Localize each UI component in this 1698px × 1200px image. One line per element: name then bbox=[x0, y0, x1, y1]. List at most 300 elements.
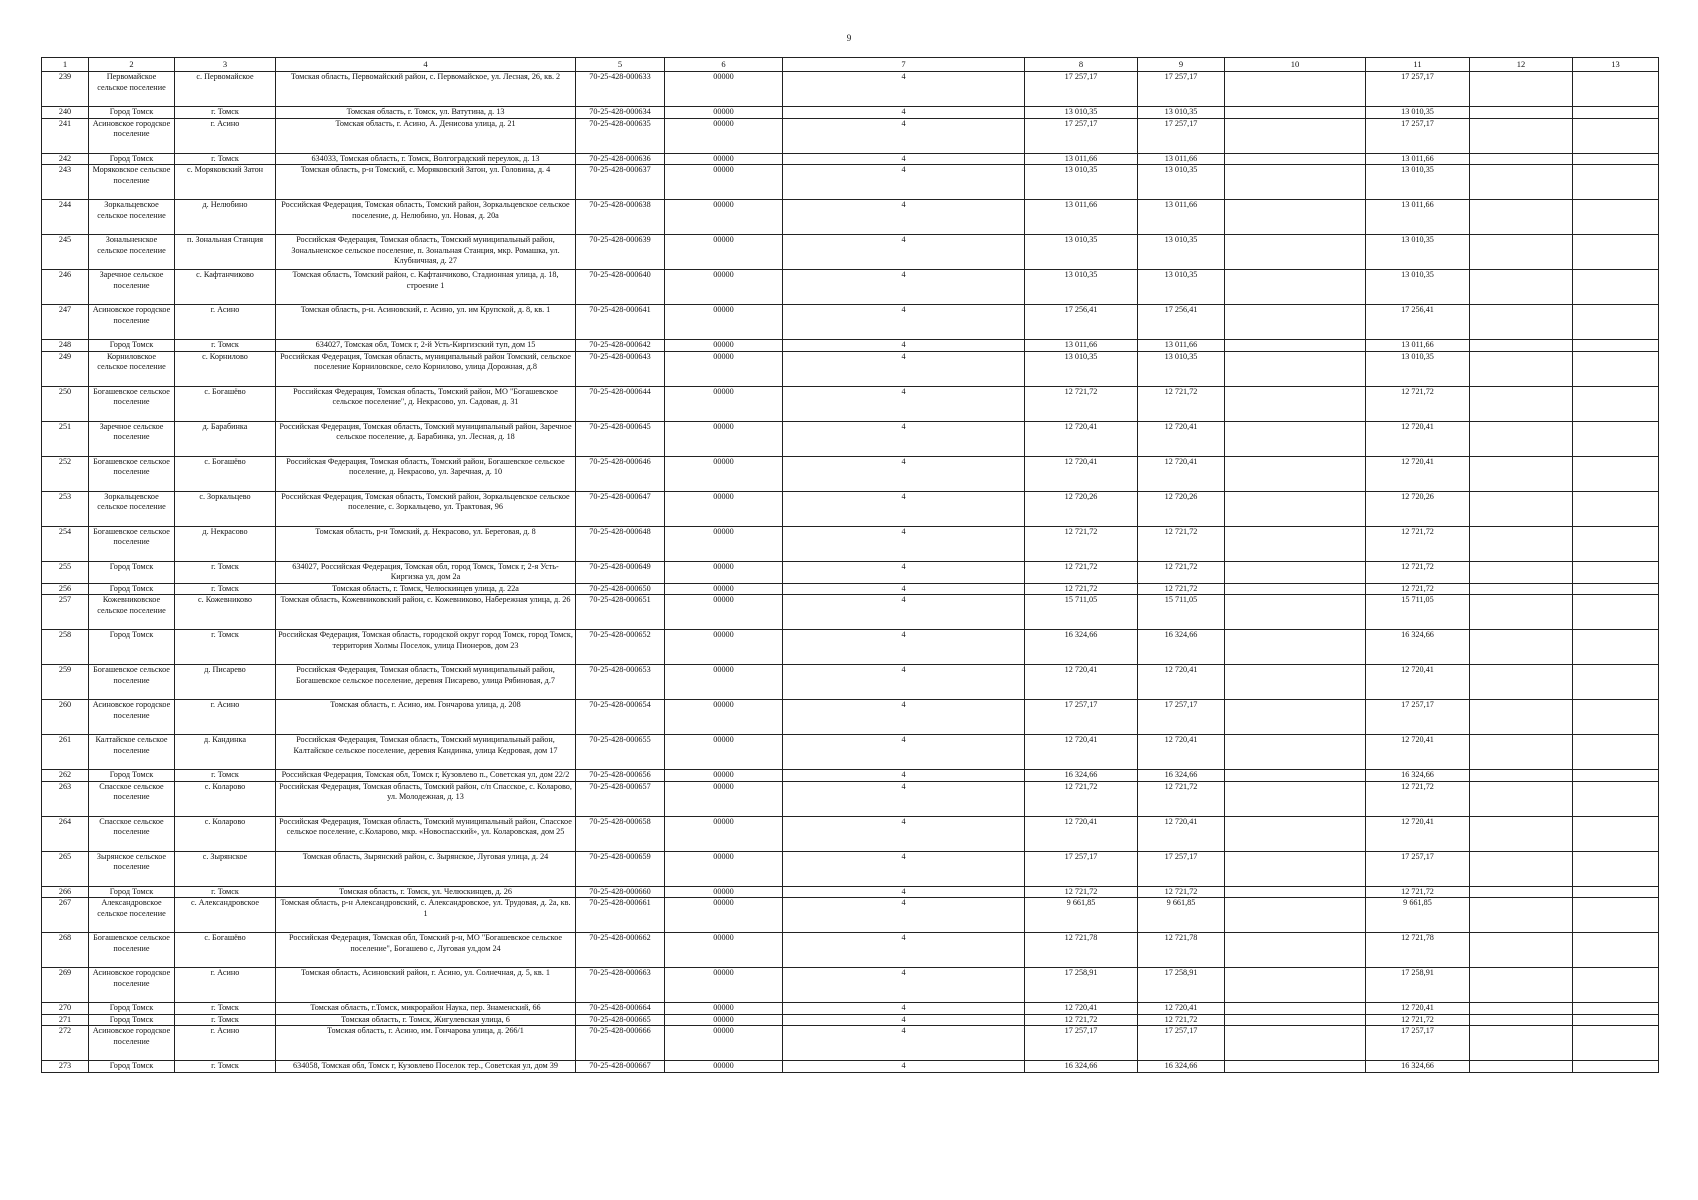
locality: с. Коларово bbox=[175, 816, 276, 851]
locality: г. Томск bbox=[175, 107, 276, 119]
amount-col9: 17 257,17 bbox=[1138, 700, 1225, 735]
settlement-name: Асиновское городское поселение bbox=[89, 305, 175, 340]
amount-col9: 13 010,35 bbox=[1138, 351, 1225, 386]
settlement-name: Асиновское городское поселение bbox=[89, 700, 175, 735]
locality: д. Некрасово bbox=[175, 526, 276, 561]
amount-col8: 12 721,72 bbox=[1025, 1014, 1138, 1026]
value-col7: 4 bbox=[783, 72, 1025, 107]
col10 bbox=[1225, 351, 1366, 386]
row-number: 253 bbox=[42, 491, 89, 526]
value-col7: 4 bbox=[783, 770, 1025, 782]
table-body bbox=[42, 72, 1659, 1073]
amount-col9: 12 721,72 bbox=[1138, 583, 1225, 595]
col10 bbox=[1225, 491, 1366, 526]
amount-col11: 12 720,41 bbox=[1366, 665, 1470, 700]
address: Российская Федерация, Томская область, Томский район, МО "Богашевское сельское поселение", д. Некрасово, ул. Садовая, д. 31 bbox=[276, 386, 576, 421]
code-col6: 00000 bbox=[665, 526, 783, 561]
row-number: 258 bbox=[42, 630, 89, 665]
column-header: 3 bbox=[175, 58, 276, 72]
locality: г. Томск bbox=[175, 1061, 276, 1073]
locality: д. Писарево bbox=[175, 665, 276, 700]
amount-col11: 17 258,91 bbox=[1366, 968, 1470, 1003]
col13 bbox=[1573, 886, 1659, 898]
address: Томская область, р-н. Асиновский, г. Асино, ул. им Крупской, д. 8, кв. 1 bbox=[276, 305, 576, 340]
locality: с. Корнилово bbox=[175, 351, 276, 386]
amount-col11: 12 720,26 bbox=[1366, 491, 1470, 526]
col13 bbox=[1573, 421, 1659, 456]
col10 bbox=[1225, 421, 1366, 456]
registry-code: 70-25-428-000648 bbox=[576, 526, 665, 561]
address: Российская Федерация, Томская область, Томский район, Богашевское сельское поселение, д. Некрасово, ул. Заречная, д. 10 bbox=[276, 456, 576, 491]
table-row bbox=[42, 1003, 1659, 1015]
code-col6: 00000 bbox=[665, 933, 783, 968]
locality: г. Томск bbox=[175, 1014, 276, 1026]
value-col7: 4 bbox=[783, 735, 1025, 770]
amount-col9: 17 256,41 bbox=[1138, 305, 1225, 340]
address: Российская Федерация, Томская область, Томский муниципальный район, Богашевское сельское поселение, деревня Писарево, улица Рябиновая, д.7 bbox=[276, 665, 576, 700]
row-number: 245 bbox=[42, 235, 89, 270]
settlement-name: Богашевское сельское поселение bbox=[89, 456, 175, 491]
column-header: 12 bbox=[1470, 58, 1573, 72]
address: Томская область, г. Томск, ул. Челюскинцев, д. 26 bbox=[276, 886, 576, 898]
address: Томская область, г. Асино, им. Гончарова улица, д. 266/1 bbox=[276, 1026, 576, 1061]
settlement-name: Город Томск bbox=[89, 1014, 175, 1026]
col12 bbox=[1470, 968, 1573, 1003]
col12 bbox=[1470, 886, 1573, 898]
amount-col11: 13 010,35 bbox=[1366, 165, 1470, 200]
registry-code: 70-25-428-000644 bbox=[576, 386, 665, 421]
col12 bbox=[1470, 816, 1573, 851]
amount-col8: 17 257,17 bbox=[1025, 700, 1138, 735]
table-row bbox=[42, 351, 1659, 386]
amount-col9: 13 010,35 bbox=[1138, 165, 1225, 200]
col13 bbox=[1573, 491, 1659, 526]
col12 bbox=[1470, 491, 1573, 526]
registry-code: 70-25-428-000659 bbox=[576, 851, 665, 886]
amount-col8: 17 257,17 bbox=[1025, 1026, 1138, 1061]
registry-code: 70-25-428-000646 bbox=[576, 456, 665, 491]
amount-col8: 9 661,85 bbox=[1025, 898, 1138, 933]
col10 bbox=[1225, 933, 1366, 968]
code-col6: 00000 bbox=[665, 118, 783, 153]
table-row bbox=[42, 851, 1659, 886]
amount-col11: 16 324,66 bbox=[1366, 630, 1470, 665]
value-col7: 4 bbox=[783, 200, 1025, 235]
code-col6: 00000 bbox=[665, 770, 783, 782]
amount-col8: 15 711,05 bbox=[1025, 595, 1138, 630]
row-number: 272 bbox=[42, 1026, 89, 1061]
locality: г. Асино bbox=[175, 968, 276, 1003]
amount-col9: 17 257,17 bbox=[1138, 1026, 1225, 1061]
col13 bbox=[1573, 1061, 1659, 1073]
row-number: 273 bbox=[42, 1061, 89, 1073]
locality: п. Зональная Станция bbox=[175, 235, 276, 270]
col10 bbox=[1225, 968, 1366, 1003]
value-col7: 4 bbox=[783, 816, 1025, 851]
col12 bbox=[1470, 1014, 1573, 1026]
address: Российская Федерация, Томская область, муниципальный район Томский, сельское поселение Корниловское, село Корнилово, улица Дорожная, д.8 bbox=[276, 351, 576, 386]
amount-col9: 13 011,66 bbox=[1138, 200, 1225, 235]
col12 bbox=[1470, 1026, 1573, 1061]
settlement-name: Город Томск bbox=[89, 583, 175, 595]
value-col7: 4 bbox=[783, 118, 1025, 153]
address: Томская область, Томский район, с. Кафтанчиково, Стадионная улица, д. 18, строение 1 bbox=[276, 270, 576, 305]
settlement-name: Асиновское городское поселение bbox=[89, 968, 175, 1003]
col12 bbox=[1470, 386, 1573, 421]
registry-code: 70-25-428-000653 bbox=[576, 665, 665, 700]
amount-col11: 13 010,35 bbox=[1366, 270, 1470, 305]
row-number: 265 bbox=[42, 851, 89, 886]
amount-col9: 17 257,17 bbox=[1138, 118, 1225, 153]
amount-col9: 12 721,72 bbox=[1138, 526, 1225, 561]
col10 bbox=[1225, 270, 1366, 305]
col12 bbox=[1470, 421, 1573, 456]
registry-code: 70-25-428-000642 bbox=[576, 340, 665, 352]
amount-col11: 9 661,85 bbox=[1366, 898, 1470, 933]
code-col6: 00000 bbox=[665, 1026, 783, 1061]
col12 bbox=[1470, 735, 1573, 770]
code-col6: 00000 bbox=[665, 968, 783, 1003]
col13 bbox=[1573, 735, 1659, 770]
code-col6: 00000 bbox=[665, 153, 783, 165]
amount-col11: 13 010,35 bbox=[1366, 351, 1470, 386]
locality: г. Томск bbox=[175, 583, 276, 595]
address: Томская область, г. Томск, Челюскинцев улица, д. 22а bbox=[276, 583, 576, 595]
settlement-name: Город Томск bbox=[89, 561, 175, 583]
column-header: 6 bbox=[665, 58, 783, 72]
col10 bbox=[1225, 305, 1366, 340]
amount-col11: 12 720,41 bbox=[1366, 735, 1470, 770]
code-col6: 00000 bbox=[665, 665, 783, 700]
row-number: 247 bbox=[42, 305, 89, 340]
col12 bbox=[1470, 305, 1573, 340]
address: Российская Федерация, Томская область, Томский район, Зоркальцевское сельское поселение, с. Зоркальцево, ул. Трактовая, 96 bbox=[276, 491, 576, 526]
value-col7: 4 bbox=[783, 526, 1025, 561]
row-number: 254 bbox=[42, 526, 89, 561]
table-row bbox=[42, 107, 1659, 119]
address: Томская область, Зырянский район, с. Зырянское, Луговая улица, д. 24 bbox=[276, 851, 576, 886]
code-col6: 00000 bbox=[665, 72, 783, 107]
amount-col11: 17 257,17 bbox=[1366, 1026, 1470, 1061]
table-row bbox=[42, 235, 1659, 270]
registry-code: 70-25-428-000664 bbox=[576, 1003, 665, 1015]
value-col7: 4 bbox=[783, 270, 1025, 305]
table-row bbox=[42, 421, 1659, 456]
value-col7: 4 bbox=[783, 386, 1025, 421]
row-number: 268 bbox=[42, 933, 89, 968]
col13 bbox=[1573, 386, 1659, 421]
col13 bbox=[1573, 526, 1659, 561]
amount-col8: 13 011,66 bbox=[1025, 153, 1138, 165]
amount-col9: 12 721,72 bbox=[1138, 386, 1225, 421]
address: Томская область, г. Томск, Жигулевская улица, 6 bbox=[276, 1014, 576, 1026]
registry-code: 70-25-428-000652 bbox=[576, 630, 665, 665]
col12 bbox=[1470, 700, 1573, 735]
amount-col8: 13 010,35 bbox=[1025, 235, 1138, 270]
column-header: 10 bbox=[1225, 58, 1366, 72]
amount-col8: 13 011,66 bbox=[1025, 200, 1138, 235]
col13 bbox=[1573, 816, 1659, 851]
amount-col9: 12 721,72 bbox=[1138, 781, 1225, 816]
value-col7: 4 bbox=[783, 665, 1025, 700]
code-col6: 00000 bbox=[665, 270, 783, 305]
settlement-name: Зоркальцевское сельское поселение bbox=[89, 200, 175, 235]
amount-col11: 12 721,72 bbox=[1366, 886, 1470, 898]
col13 bbox=[1573, 107, 1659, 119]
row-number: 251 bbox=[42, 421, 89, 456]
registry-code: 70-25-428-000634 bbox=[576, 107, 665, 119]
amount-col8: 13 010,35 bbox=[1025, 107, 1138, 119]
page-number: 9 bbox=[846, 33, 852, 43]
locality: с. Первомайское bbox=[175, 72, 276, 107]
code-col6: 00000 bbox=[665, 781, 783, 816]
amount-col9: 16 324,66 bbox=[1138, 770, 1225, 782]
col13 bbox=[1573, 200, 1659, 235]
address: 634058, Томская обл, Томск г, Кузовлево Поселок тер., Советская ул, дом 39 bbox=[276, 1061, 576, 1073]
table-row bbox=[42, 933, 1659, 968]
col13 bbox=[1573, 305, 1659, 340]
value-col7: 4 bbox=[783, 351, 1025, 386]
code-col6: 00000 bbox=[665, 491, 783, 526]
code-col6: 00000 bbox=[665, 421, 783, 456]
settlement-name: Богашевское сельское поселение bbox=[89, 665, 175, 700]
locality: с. Моряковский Затон bbox=[175, 165, 276, 200]
value-col7: 4 bbox=[783, 630, 1025, 665]
registry-code: 70-25-428-000655 bbox=[576, 735, 665, 770]
amount-col11: 13 011,66 bbox=[1366, 153, 1470, 165]
col13 bbox=[1573, 595, 1659, 630]
col12 bbox=[1470, 72, 1573, 107]
col13 bbox=[1573, 1003, 1659, 1015]
col12 bbox=[1470, 165, 1573, 200]
settlement-name: Город Томск bbox=[89, 630, 175, 665]
table-row bbox=[42, 665, 1659, 700]
row-number: 240 bbox=[42, 107, 89, 119]
address: 634027, Томская обл, Томск г, 2-й Усть-Киргизский туп, дом 15 bbox=[276, 340, 576, 352]
col10 bbox=[1225, 1061, 1366, 1073]
registry-code: 70-25-428-000662 bbox=[576, 933, 665, 968]
settlement-name: Корниловское сельское поселение bbox=[89, 351, 175, 386]
col10 bbox=[1225, 386, 1366, 421]
settlement-name: Богашевское сельское поселение bbox=[89, 933, 175, 968]
col10 bbox=[1225, 1014, 1366, 1026]
header-row bbox=[42, 58, 1659, 72]
col10 bbox=[1225, 851, 1366, 886]
amount-col8: 12 720,41 bbox=[1025, 1003, 1138, 1015]
amount-col11: 13 011,66 bbox=[1366, 340, 1470, 352]
col12 bbox=[1470, 351, 1573, 386]
amount-col9: 13 010,35 bbox=[1138, 235, 1225, 270]
col12 bbox=[1470, 107, 1573, 119]
amount-col11: 12 721,72 bbox=[1366, 561, 1470, 583]
registry-code: 70-25-428-000651 bbox=[576, 595, 665, 630]
registry-code: 70-25-428-000660 bbox=[576, 886, 665, 898]
value-col7: 4 bbox=[783, 933, 1025, 968]
code-col6: 00000 bbox=[665, 630, 783, 665]
amount-col11: 12 721,72 bbox=[1366, 781, 1470, 816]
amount-col11: 12 721,72 bbox=[1366, 386, 1470, 421]
col12 bbox=[1470, 1003, 1573, 1015]
col10 bbox=[1225, 153, 1366, 165]
column-header: 1 bbox=[42, 58, 89, 72]
registry-code: 70-25-428-000637 bbox=[576, 165, 665, 200]
amount-col11: 12 721,72 bbox=[1366, 583, 1470, 595]
settlement-name: Город Томск bbox=[89, 340, 175, 352]
registry-code: 70-25-428-000638 bbox=[576, 200, 665, 235]
settlement-name: Зональненское сельское поселение bbox=[89, 235, 175, 270]
row-number: 261 bbox=[42, 735, 89, 770]
amount-col11: 12 721,72 bbox=[1366, 526, 1470, 561]
amount-col11: 12 720,41 bbox=[1366, 1003, 1470, 1015]
registry-code: 70-25-428-000649 bbox=[576, 561, 665, 583]
column-header: 7 bbox=[783, 58, 1025, 72]
address: Российская Федерация, Томская область, Томский район, Зоркальцевское сельское поселение, д. Нелюбино, ул. Новая, д. 20а bbox=[276, 200, 576, 235]
col10 bbox=[1225, 107, 1366, 119]
settlement-name: Асиновское городское поселение bbox=[89, 1026, 175, 1061]
amount-col9: 12 721,78 bbox=[1138, 933, 1225, 968]
row-number: 263 bbox=[42, 781, 89, 816]
address: Томская область, г. Томск, ул. Ватутина, д. 13 bbox=[276, 107, 576, 119]
row-number: 248 bbox=[42, 340, 89, 352]
amount-col9: 16 324,66 bbox=[1138, 1061, 1225, 1073]
locality: г. Томск bbox=[175, 886, 276, 898]
table-row bbox=[42, 153, 1659, 165]
settlement-name: Первомайское сельское поселение bbox=[89, 72, 175, 107]
value-col7: 4 bbox=[783, 781, 1025, 816]
col13 bbox=[1573, 456, 1659, 491]
table-row bbox=[42, 72, 1659, 107]
settlement-name: Заречное сельское поселение bbox=[89, 270, 175, 305]
row-number: 257 bbox=[42, 595, 89, 630]
registry-code: 70-25-428-000658 bbox=[576, 816, 665, 851]
table-row bbox=[42, 583, 1659, 595]
col13 bbox=[1573, 118, 1659, 153]
locality: г. Асино bbox=[175, 305, 276, 340]
code-col6: 00000 bbox=[665, 351, 783, 386]
amount-col11: 15 711,05 bbox=[1366, 595, 1470, 630]
amount-col8: 12 720,41 bbox=[1025, 665, 1138, 700]
row-number: 259 bbox=[42, 665, 89, 700]
col10 bbox=[1225, 118, 1366, 153]
value-col7: 4 bbox=[783, 456, 1025, 491]
row-number: 262 bbox=[42, 770, 89, 782]
registry-code: 70-25-428-000666 bbox=[576, 1026, 665, 1061]
table-row bbox=[42, 165, 1659, 200]
row-number: 264 bbox=[42, 816, 89, 851]
locality: г. Асино bbox=[175, 1026, 276, 1061]
col10 bbox=[1225, 781, 1366, 816]
amount-col11: 12 720,41 bbox=[1366, 421, 1470, 456]
value-col7: 4 bbox=[783, 898, 1025, 933]
col13 bbox=[1573, 351, 1659, 386]
registry-code: 70-25-428-000654 bbox=[576, 700, 665, 735]
value-col7: 4 bbox=[783, 851, 1025, 886]
settlement-name: Город Томск bbox=[89, 107, 175, 119]
amount-col11: 17 257,17 bbox=[1366, 72, 1470, 107]
registry-code: 70-25-428-000636 bbox=[576, 153, 665, 165]
col13 bbox=[1573, 72, 1659, 107]
settlement-name: Богашевское сельское поселение bbox=[89, 386, 175, 421]
registry-code: 70-25-428-000663 bbox=[576, 968, 665, 1003]
row-number: 266 bbox=[42, 886, 89, 898]
amount-col8: 12 720,41 bbox=[1025, 735, 1138, 770]
registry-code: 70-25-428-000657 bbox=[576, 781, 665, 816]
amount-col9: 12 721,72 bbox=[1138, 1014, 1225, 1026]
value-col7: 4 bbox=[783, 595, 1025, 630]
value-col7: 4 bbox=[783, 153, 1025, 165]
locality: с. Богашёво bbox=[175, 933, 276, 968]
amount-col9: 12 720,26 bbox=[1138, 491, 1225, 526]
amount-col11: 13 010,35 bbox=[1366, 235, 1470, 270]
table-row bbox=[42, 118, 1659, 153]
amount-col8: 13 011,66 bbox=[1025, 340, 1138, 352]
amount-col8: 13 010,35 bbox=[1025, 351, 1138, 386]
address: Российская Федерация, Томская область, Томский муниципальный район, Спасское сельское поселение, с.Коларово, мкр. «Новоспасский», ул. Коларовская, дом 25 bbox=[276, 816, 576, 851]
col12 bbox=[1470, 456, 1573, 491]
locality: с. Коларово bbox=[175, 781, 276, 816]
col13 bbox=[1573, 665, 1659, 700]
row-number: 270 bbox=[42, 1003, 89, 1015]
table-row bbox=[42, 630, 1659, 665]
locality: г. Асино bbox=[175, 700, 276, 735]
col10 bbox=[1225, 898, 1366, 933]
amount-col11: 17 257,17 bbox=[1366, 118, 1470, 153]
col10 bbox=[1225, 665, 1366, 700]
settlement-name: Город Томск bbox=[89, 153, 175, 165]
address: Томская область, Кожевниковский район, с. Кожевниково, Набережная улица, д. 26 bbox=[276, 595, 576, 630]
col12 bbox=[1470, 1061, 1573, 1073]
col13 bbox=[1573, 583, 1659, 595]
col12 bbox=[1470, 595, 1573, 630]
col13 bbox=[1573, 270, 1659, 305]
amount-col9: 12 720,41 bbox=[1138, 1003, 1225, 1015]
value-col7: 4 bbox=[783, 107, 1025, 119]
col10 bbox=[1225, 72, 1366, 107]
col10 bbox=[1225, 770, 1366, 782]
col12 bbox=[1470, 526, 1573, 561]
settlement-name: Заречное сельское поселение bbox=[89, 421, 175, 456]
col12 bbox=[1470, 561, 1573, 583]
address: Томская область, р-н Томский, д. Некрасово, ул. Береговая, д. 8 bbox=[276, 526, 576, 561]
address: Российская Федерация, Томская область, Томский муниципальный район, Калтайское сельское поселение, деревня Кандинка, улица Кедровая, дом 17 bbox=[276, 735, 576, 770]
table-row bbox=[42, 898, 1659, 933]
amount-col9: 13 011,66 bbox=[1138, 340, 1225, 352]
column-header: 8 bbox=[1025, 58, 1138, 72]
col10 bbox=[1225, 735, 1366, 770]
settlement-name: Город Томск bbox=[89, 1003, 175, 1015]
row-number: 256 bbox=[42, 583, 89, 595]
row-number: 241 bbox=[42, 118, 89, 153]
amount-col9: 17 257,17 bbox=[1138, 851, 1225, 886]
table-row bbox=[42, 1061, 1659, 1073]
locality: г. Томск bbox=[175, 770, 276, 782]
table-row bbox=[42, 305, 1659, 340]
value-col7: 4 bbox=[783, 421, 1025, 456]
registry-code: 70-25-428-000650 bbox=[576, 583, 665, 595]
amount-col11: 13 010,35 bbox=[1366, 107, 1470, 119]
table-row bbox=[42, 1014, 1659, 1026]
amount-col8: 13 010,35 bbox=[1025, 270, 1138, 305]
amount-col9: 12 720,41 bbox=[1138, 735, 1225, 770]
col13 bbox=[1573, 700, 1659, 735]
col12 bbox=[1470, 851, 1573, 886]
registry-code: 70-25-428-000633 bbox=[576, 72, 665, 107]
table-row bbox=[42, 735, 1659, 770]
address: Российская Федерация, Томская область, Томский муниципальный район, Заречное сельское поселение, д. Барабинка, ул. Лесная, д. 18 bbox=[276, 421, 576, 456]
amount-col8: 16 324,66 bbox=[1025, 770, 1138, 782]
locality: г. Томск bbox=[175, 153, 276, 165]
amount-col8: 17 257,17 bbox=[1025, 72, 1138, 107]
